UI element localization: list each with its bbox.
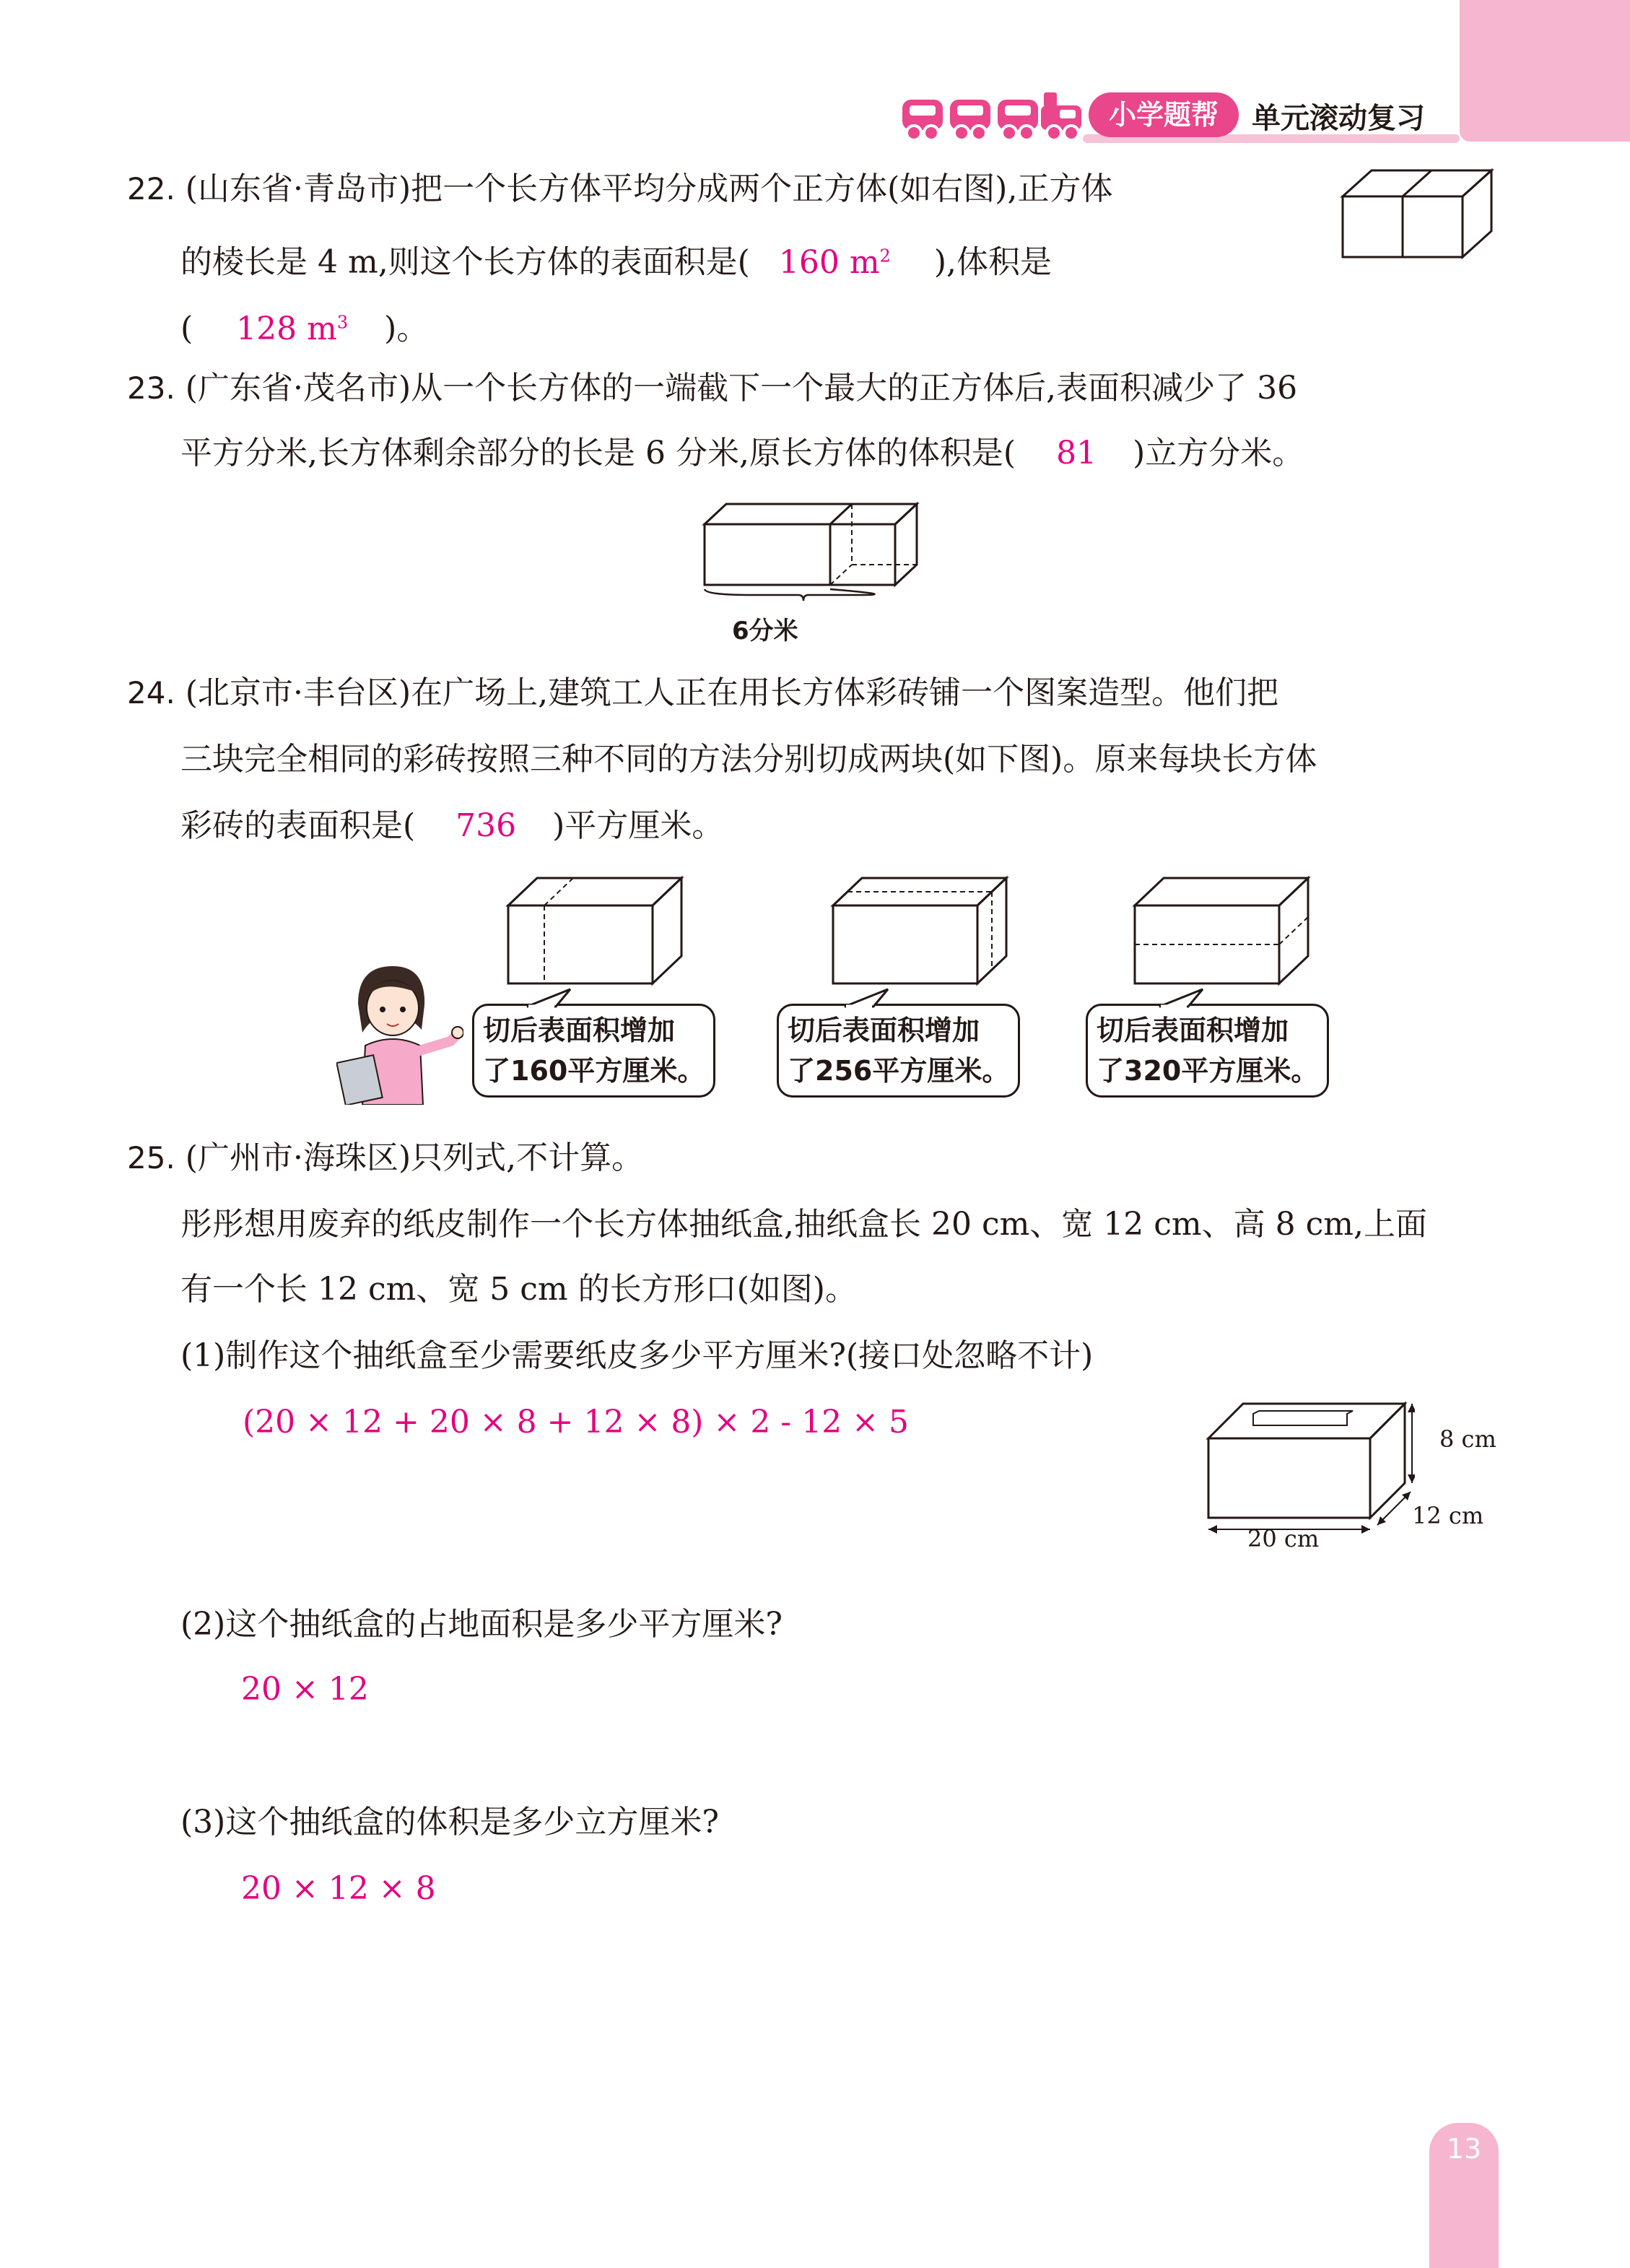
q24-line1 bbox=[127, 673, 1278, 713]
q22-answer1: 160 m bbox=[778, 243, 880, 281]
q25-answer1: (20 × 12 + 20 × 8 + 12 × 8) × 2 - 12 × 5 bbox=[243, 1404, 909, 1441]
q22-text3b: )。 bbox=[384, 310, 429, 347]
q24-text3a: 彩砖的表面积是( bbox=[180, 807, 416, 844]
q25-sub2: (2)这个抽纸盒的占地面积是多少平方厘米? bbox=[180, 1606, 783, 1643]
q22-cuboid-figure bbox=[1340, 168, 1499, 261]
q24-source: (北京市·丰台区) bbox=[185, 674, 411, 711]
q22-line1 bbox=[127, 169, 1112, 209]
q22-number: 22. bbox=[127, 171, 175, 207]
q23-line1 bbox=[127, 368, 1297, 409]
q22-answer2: 128 m bbox=[236, 310, 337, 347]
bubble-3-line1: 切后表面积增加 bbox=[1097, 1014, 1289, 1046]
q25-source: (广州市·海珠区) bbox=[185, 1139, 411, 1176]
q24-line3 bbox=[180, 806, 723, 846]
bubble-3-line2: 了320平方厘米。 bbox=[1097, 1055, 1319, 1087]
bubble-1 bbox=[472, 1004, 715, 1098]
bubble-2-line2: 了256平方厘米。 bbox=[788, 1055, 1010, 1087]
q25-number: 25. bbox=[127, 1140, 175, 1176]
section-title: 单元滚动复习 bbox=[1252, 102, 1425, 135]
brick-cut-2 bbox=[830, 874, 1011, 989]
q23-text2b: )立方分米。 bbox=[1133, 435, 1304, 472]
fig-length-label: 20 cm bbox=[1247, 1525, 1320, 1552]
q25-sub3: (3)这个抽纸盒的体积是多少立方厘米? bbox=[180, 1804, 719, 1841]
bubble-1-tail bbox=[520, 986, 578, 1008]
q22-text3a: ( bbox=[180, 310, 193, 347]
train-icon bbox=[899, 90, 1084, 144]
bubble-3-tail bbox=[1152, 986, 1210, 1008]
q23-line2 bbox=[180, 433, 1304, 474]
q25-answer3: 20 × 12 × 8 bbox=[241, 1870, 436, 1907]
q25-line1 bbox=[127, 1138, 643, 1178]
q22-source: (山东省·青岛市) bbox=[185, 170, 411, 207]
bubble-2-tail bbox=[837, 986, 895, 1008]
q24-line2: 三块完全相同的彩砖按照三种不同的方法分别切成两块(如下图)。原来每块长方体 bbox=[180, 741, 1317, 778]
q23-answer: 81 bbox=[1056, 435, 1097, 472]
q23-text2a: 平方分米,长方体剩余部分的长是 6 分米,原长方体的体积是( bbox=[180, 435, 1016, 472]
bubble-1-line2: 了160平方厘米。 bbox=[483, 1055, 705, 1087]
q25-intro: 只列式,不计算。 bbox=[411, 1139, 644, 1176]
q24-number: 24. bbox=[127, 675, 175, 711]
q22-text2b: ),体积是 bbox=[933, 243, 1052, 281]
q25-answer2: 20 × 12 bbox=[241, 1671, 369, 1708]
q23-text1: 从一个长方体的一端截下一个最大的正方体后,表面积减少了 36 bbox=[411, 370, 1298, 407]
tissue-box-figure bbox=[1198, 1394, 1415, 1538]
q22-text2a: 的棱长是 4 m,则这个长方体的表面积是( bbox=[180, 243, 750, 281]
q24-answer: 736 bbox=[456, 807, 517, 844]
bubble-2 bbox=[777, 1004, 1020, 1098]
q22-answer2-sup: 3 bbox=[336, 312, 349, 332]
fig-height-label: 8 cm bbox=[1439, 1425, 1496, 1453]
header-corner-tab bbox=[1460, 0, 1630, 142]
q22-line3 bbox=[180, 302, 428, 349]
q25-sub1: (1)制作这个抽纸盒至少需要纸皮多少平方厘米?(接口处忽略不计) bbox=[180, 1337, 1094, 1374]
q22-answer-area bbox=[779, 244, 891, 281]
bubble-2-line1: 切后表面积增加 bbox=[788, 1014, 980, 1046]
girl-illustration bbox=[336, 960, 463, 1105]
q25-text2: 有一个长 12 cm、宽 5 cm 的长方形口(如图)。 bbox=[180, 1271, 857, 1308]
fig-width-label: 12 cm bbox=[1412, 1502, 1484, 1529]
brand-badge: 小学题帮 bbox=[1089, 92, 1239, 137]
q24-text1: 在广场上,建筑工人正在用长方体彩砖铺一个图案造型。他们把 bbox=[411, 674, 1279, 711]
brick-cut-3 bbox=[1132, 874, 1312, 989]
page-number-tab bbox=[1429, 2123, 1499, 2268]
bubble-3 bbox=[1086, 1004, 1329, 1098]
q25-text1: 彤彤想用废弃的纸皮制作一个长方体抽纸盒,抽纸盒长 20 cm、宽 12 cm、高 8 cm,上面 bbox=[180, 1206, 1427, 1243]
page-number: 13 bbox=[1446, 2133, 1482, 2165]
q23-number: 23. bbox=[127, 370, 175, 406]
brick-cut-1 bbox=[505, 874, 686, 989]
q23-cuboid-figure bbox=[700, 498, 924, 607]
q24-text3b: )平方厘米。 bbox=[552, 807, 724, 844]
q23-figure-label: 6分米 bbox=[732, 617, 798, 646]
bubble-1-line1: 切后表面积增加 bbox=[483, 1014, 676, 1046]
q22-text1: 把一个长方体平均分成两个正方体(如右图),正方体 bbox=[411, 170, 1113, 207]
q23-source: (广东省·茂名市) bbox=[185, 370, 411, 407]
q22-line2 bbox=[180, 235, 1052, 283]
q22-answer1-sup: 2 bbox=[879, 246, 891, 266]
